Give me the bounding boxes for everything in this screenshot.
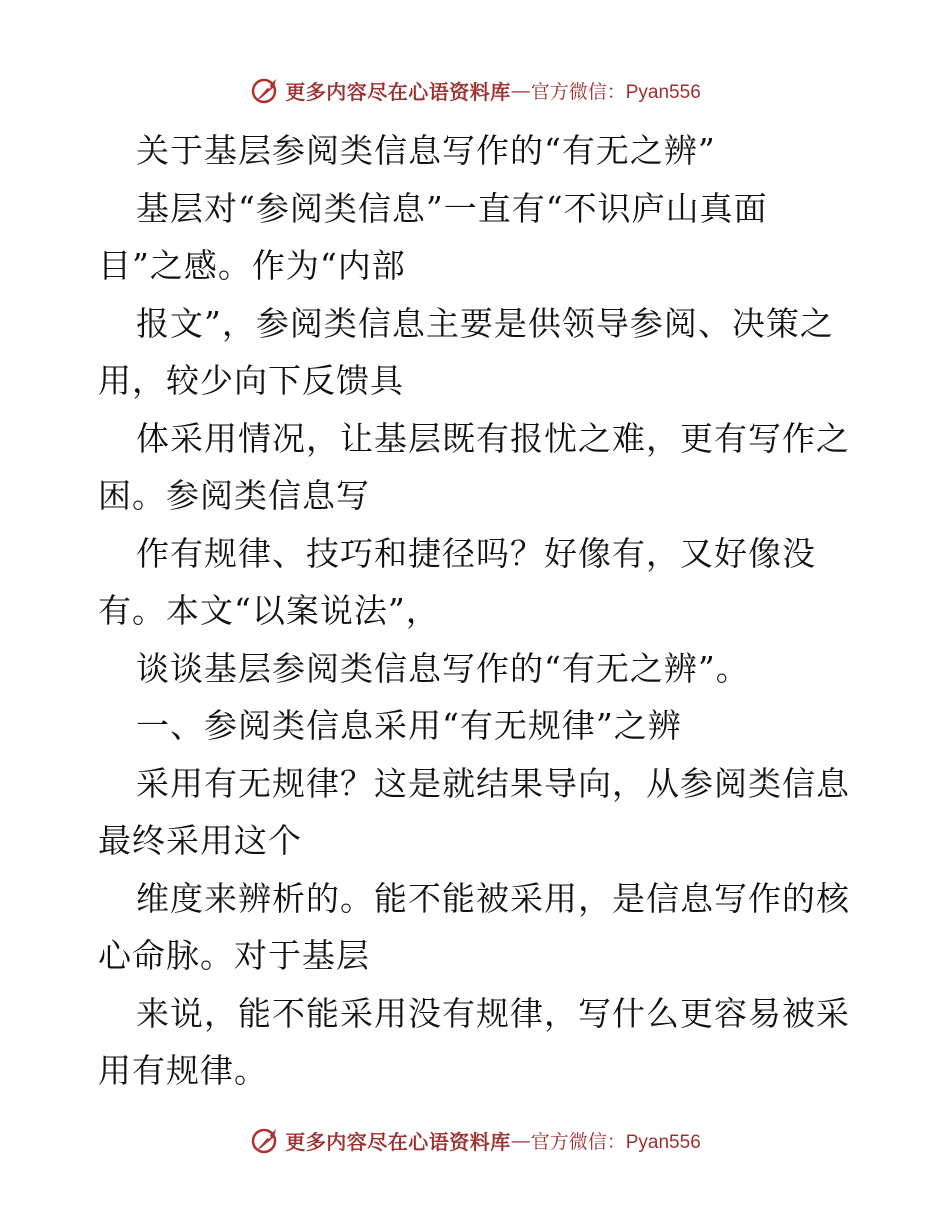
text-line: 最终采用这个 [98, 821, 302, 860]
text-line: 困。参阅类信息写 [98, 476, 370, 515]
banner-separator: — [510, 78, 531, 102]
text-line: 来说，能不能采用没有规律，写什么更容易被采 [136, 993, 850, 1033]
banner-main-text: 更多内容尽在心语资料库 [285, 79, 511, 104]
banner-main-text: 更多内容尽在心语资料库 [285, 1129, 511, 1154]
header-banner [0, 70, 950, 110]
text-line: 心命脉。对于基层 [98, 936, 370, 975]
text-line: 有。本文“以案说法”， [98, 591, 440, 630]
footer-banner [0, 1120, 950, 1160]
banner-contact [531, 1127, 701, 1154]
text-line: 报文”，参阅类信息主要是供领导参阅、决策之 [136, 303, 834, 343]
pen-nib-logo-icon [249, 1124, 281, 1156]
banner-separator: — [510, 1128, 531, 1152]
text-line: 用有规律。 [98, 1051, 268, 1090]
banner-contact-label: 官方微信： [530, 1130, 626, 1153]
section-heading: 一、参阅类信息采用“有无规律”之辨 [136, 706, 682, 745]
document-body [98, 122, 858, 1100]
banner-contact-handle: Pyan556 [625, 1131, 701, 1153]
document-title: 关于基层参阅类信息写作的“有无之辨” [136, 131, 716, 170]
pen-nib-logo-icon [249, 74, 281, 106]
text-line: 谈谈基层参阅类信息写作的“有无之辨”。 [136, 648, 750, 688]
text-line: 作有规律、技巧和捷径吗？好像有，又好像没 [136, 533, 816, 573]
text-line: 采用有无规律？这是就结果导向，从参阅类信息 [136, 763, 850, 803]
banner-contact-handle: Pyan556 [625, 81, 701, 103]
text-line: 目”之感。作为“内部 [98, 246, 406, 285]
text-line: 体采用情况，让基层既有报忧之难，更有写作之 [136, 418, 850, 458]
banner-contact-label: 官方微信： [530, 80, 626, 103]
text-line: 基层对“参阅类信息”一直有“不识庐山真面 [136, 188, 768, 228]
text-line: 维度来辨析的。能不能被采用，是信息写作的核 [136, 878, 850, 918]
banner-contact [531, 77, 701, 104]
text-line: 用，较少向下反馈具 [98, 361, 404, 400]
